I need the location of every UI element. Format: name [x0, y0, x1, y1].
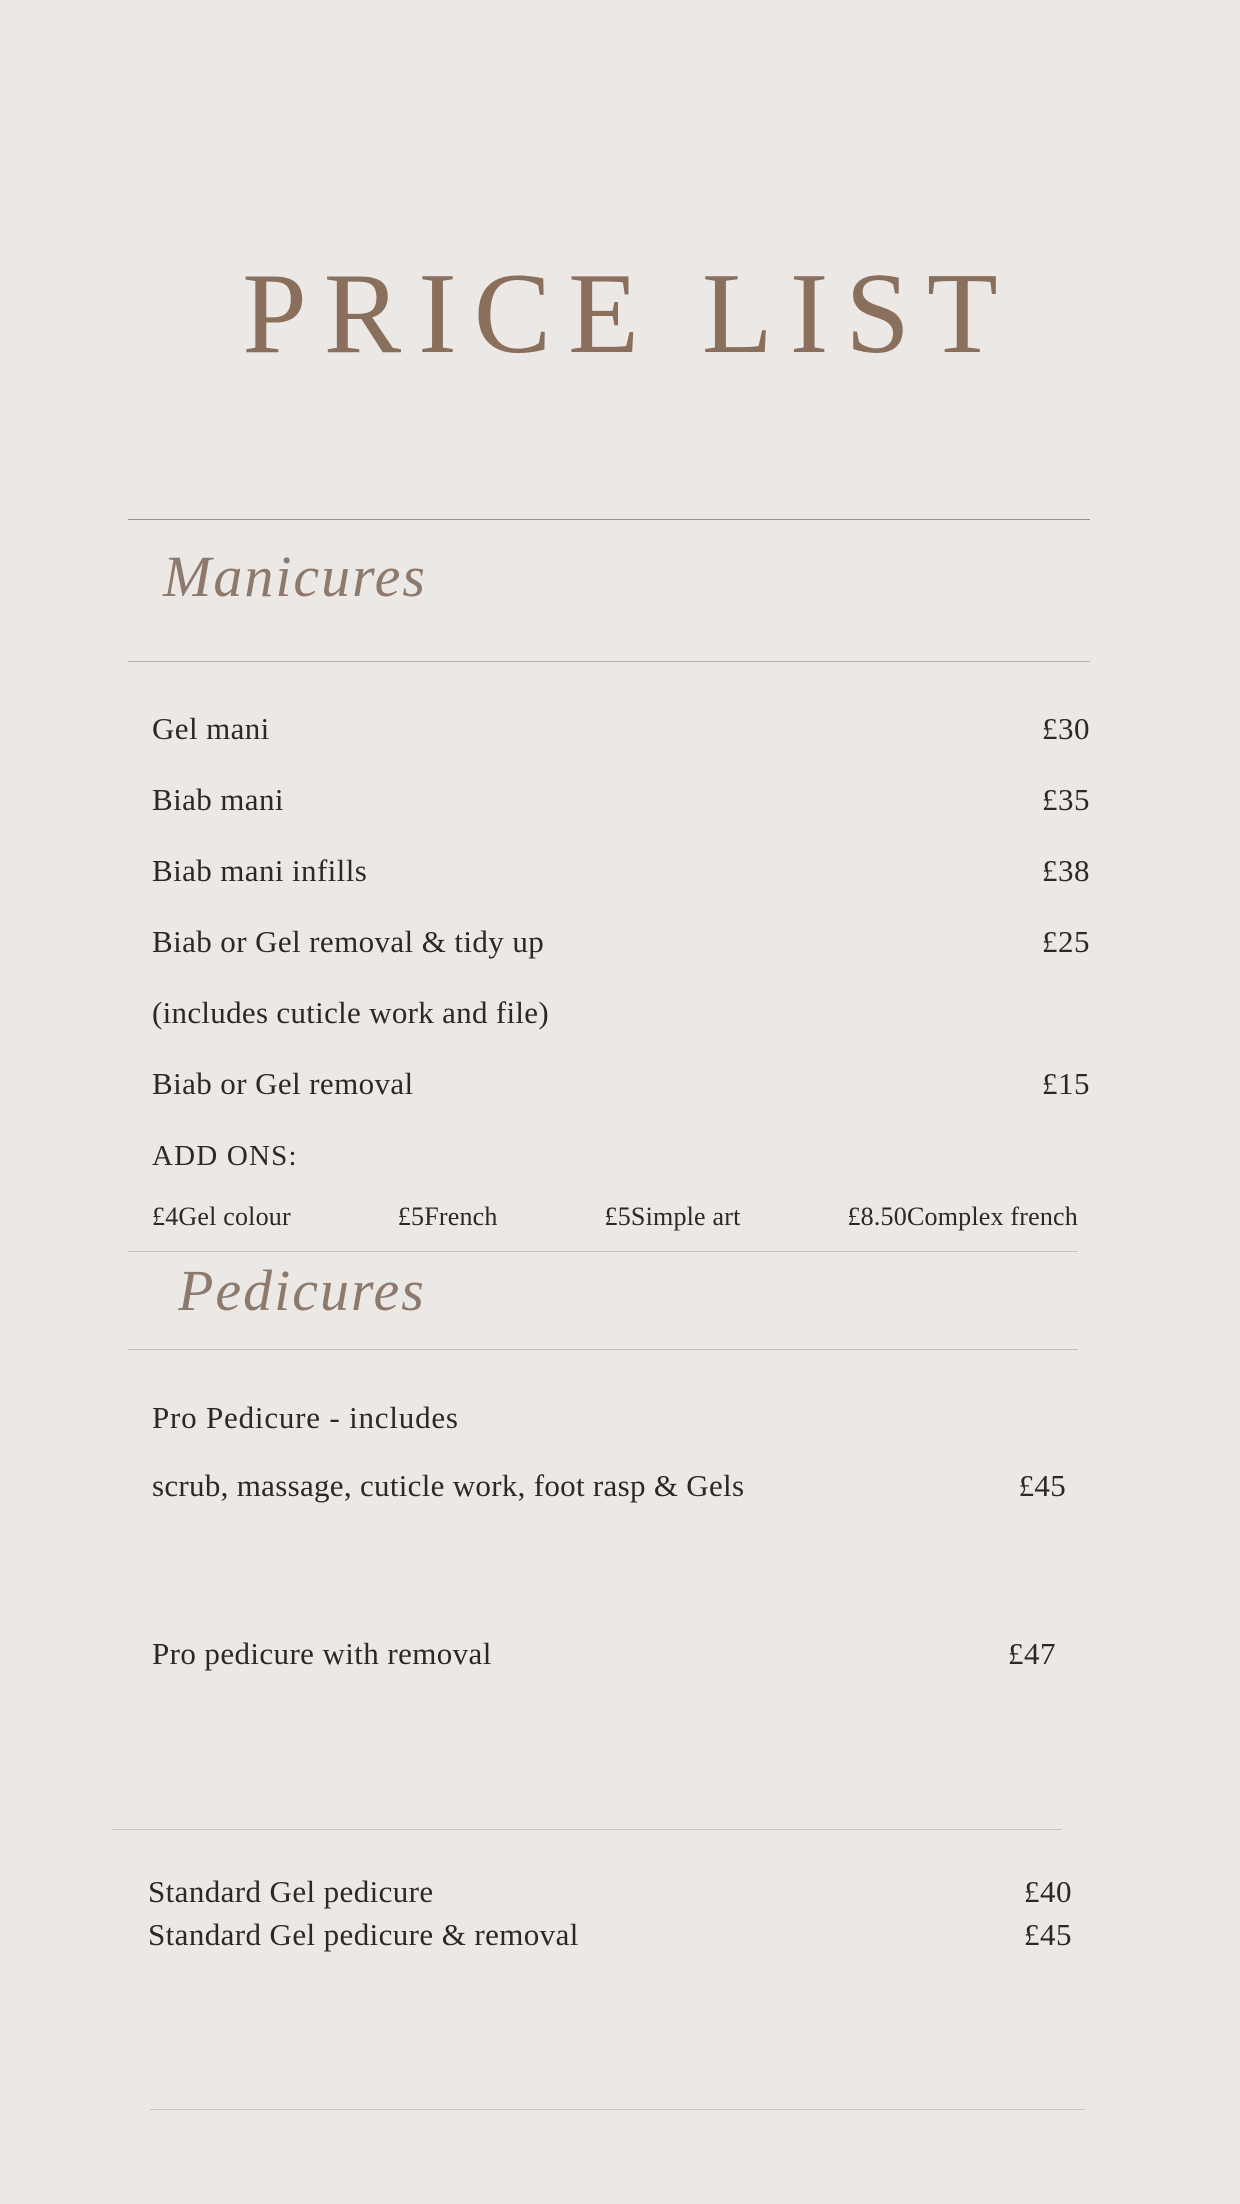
- addon-item: £8.50Complex french: [847, 1202, 1078, 1231]
- service-row: [148, 1919, 1078, 1950]
- service-price: £38: [1042, 853, 1090, 888]
- divider-above-manicures: [128, 519, 1090, 520]
- service-label: Standard Gel pedicure & removal: [148, 1917, 579, 1952]
- section-heading-manicures: Manicures: [163, 544, 427, 609]
- addon-item: £5French: [397, 1202, 498, 1231]
- divider-below-pedicures: [128, 1349, 1078, 1350]
- service-price: £47: [1008, 1636, 1056, 1671]
- service-row: [148, 1876, 1078, 1907]
- service-row: [152, 1068, 1090, 1099]
- addons-title: ADD ONS:: [152, 1140, 298, 1172]
- pro-pedicure-price: £45: [1018, 1468, 1066, 1503]
- addon-item: £4Gel colour: [152, 1202, 291, 1231]
- addon-item: £5Simple art: [604, 1202, 741, 1231]
- service-note: (includes cuticle work and file): [152, 995, 549, 1030]
- addons-list: [152, 1204, 1078, 1230]
- service-label: Biab or Gel removal: [152, 1066, 414, 1101]
- service-row: [152, 1638, 1070, 1669]
- service-label: Biab or Gel removal & tidy up: [152, 924, 545, 959]
- service-price: £25: [1042, 924, 1090, 959]
- service-row: [152, 926, 1090, 957]
- pro-pedicure-row: [152, 1470, 1078, 1501]
- page-title: PRICE LIST: [242, 249, 1015, 378]
- pro-pedicure-headline: Pro Pedicure - includes: [152, 1400, 459, 1435]
- service-label: Biab mani infills: [152, 853, 368, 888]
- service-row: [152, 855, 1090, 886]
- service-price: £30: [1042, 711, 1090, 746]
- service-price: £40: [1024, 1874, 1072, 1909]
- service-label: Biab mani: [152, 782, 284, 817]
- divider-bottom: [150, 2109, 1085, 2110]
- divider-above-standard-pedicures: [112, 1829, 1062, 1830]
- service-label: Standard Gel pedicure: [148, 1874, 434, 1909]
- service-label: Gel mani: [152, 711, 270, 746]
- service-row: [152, 784, 1090, 815]
- section-heading-pedicures: Pedicures: [178, 1258, 426, 1323]
- service-label: Pro pedicure with removal: [152, 1636, 492, 1671]
- service-row: [152, 713, 1090, 744]
- service-price: £15: [1042, 1066, 1090, 1101]
- service-price: £35: [1042, 782, 1090, 817]
- divider-below-manicures: [128, 661, 1090, 662]
- service-price: £45: [1024, 1917, 1072, 1952]
- pro-pedicure-description: scrub, massage, cuticle work, foot rasp & Gels: [152, 1468, 745, 1503]
- divider-above-pedicures: [128, 1251, 1078, 1252]
